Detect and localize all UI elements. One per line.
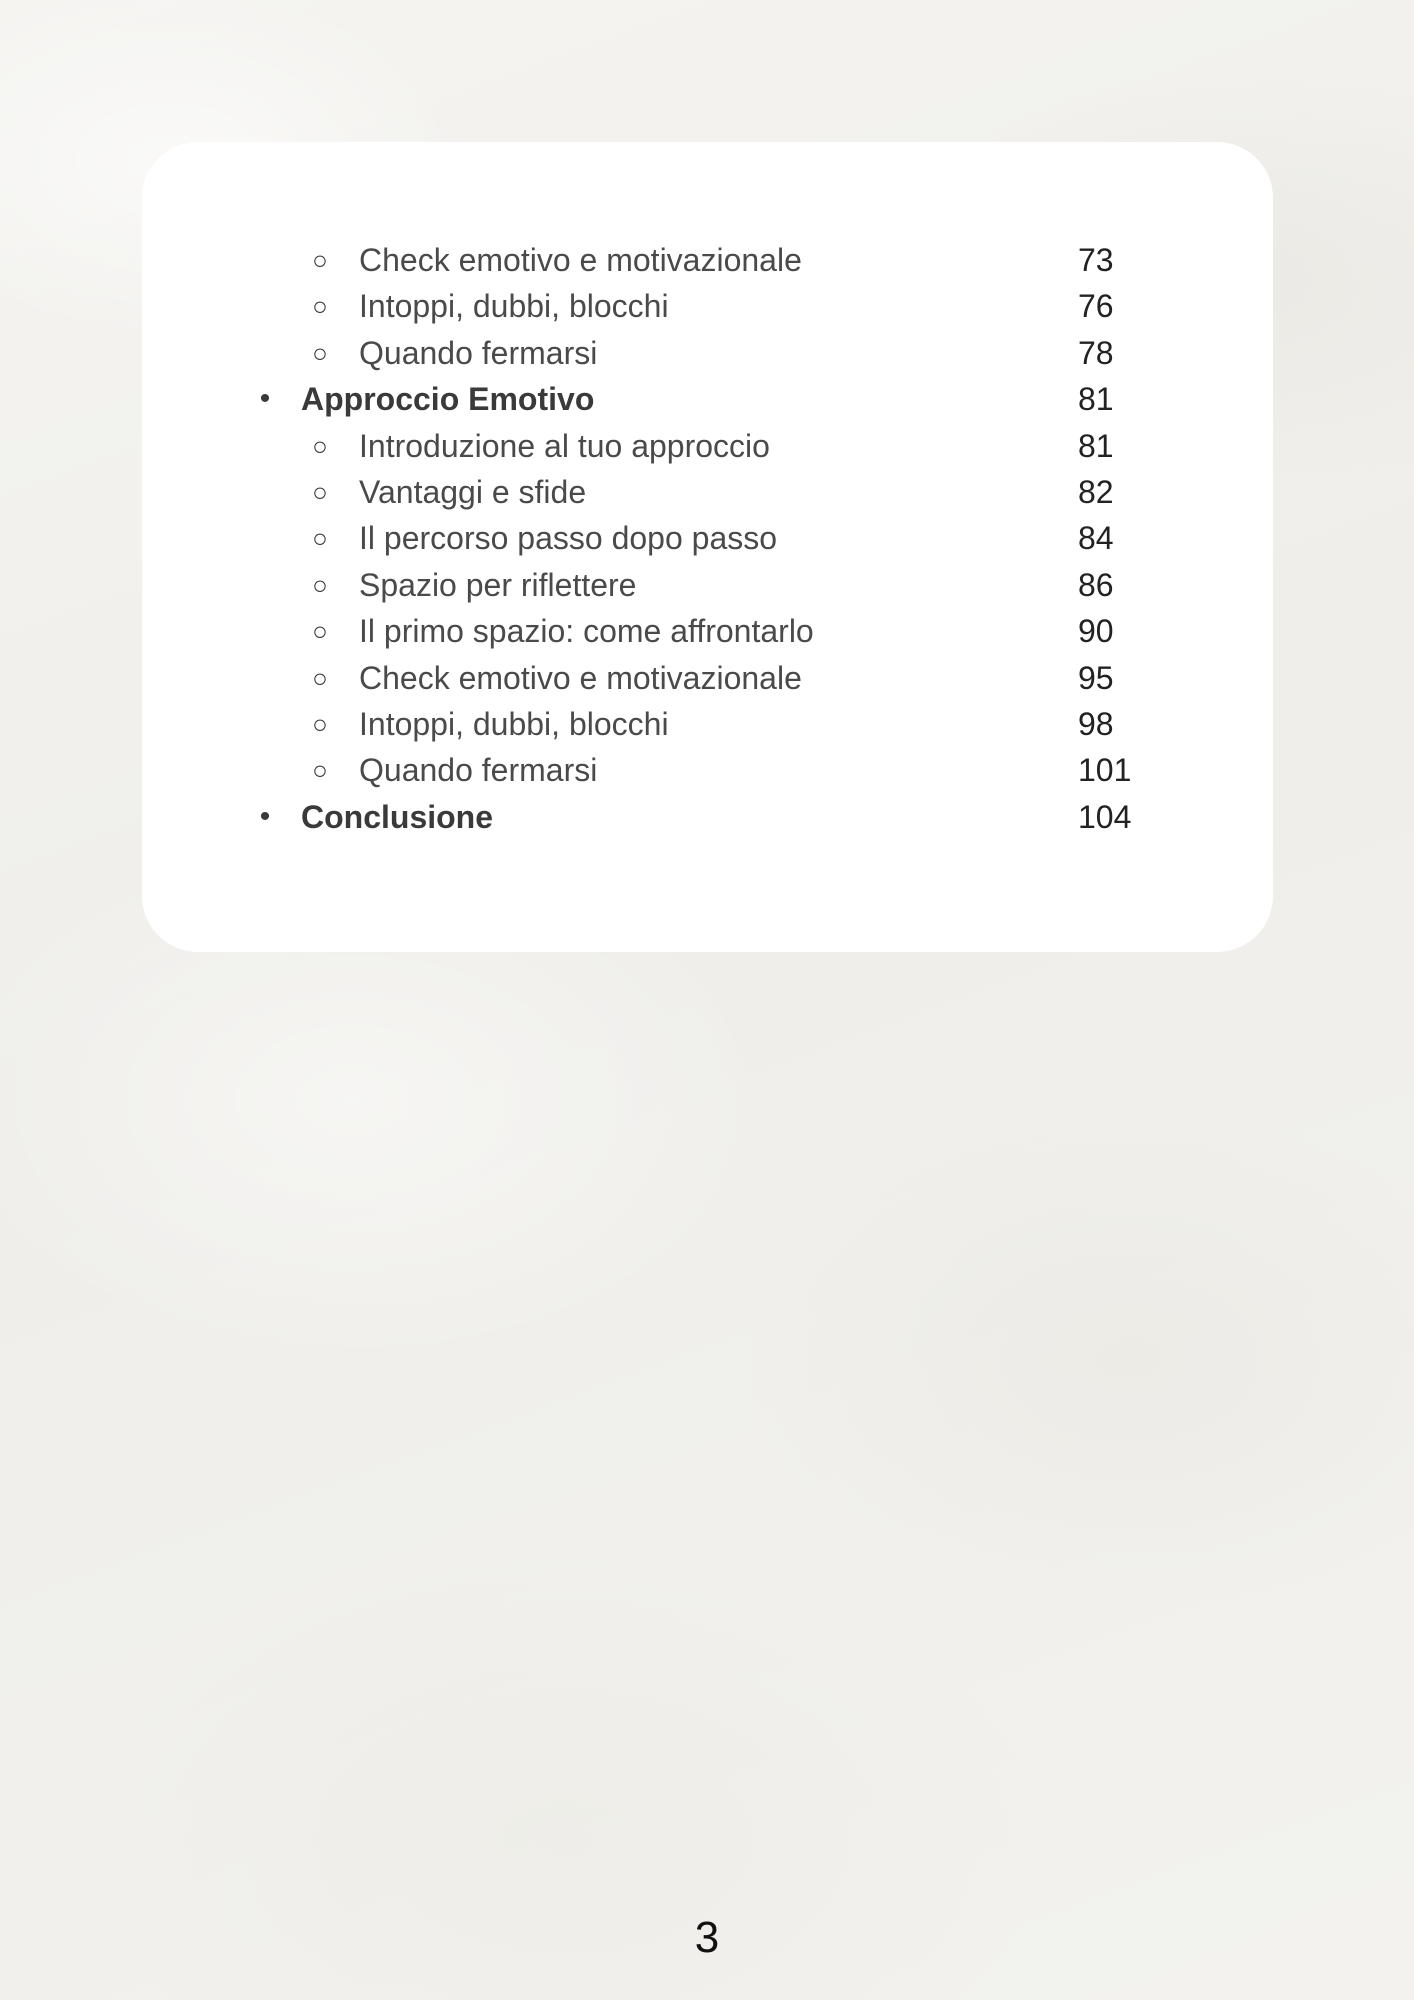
toc-entry-title: Quando fermarsi	[359, 752, 598, 789]
filled-bullet-icon: •	[259, 382, 271, 416]
toc-entry-title: Spazio per riflettere	[359, 566, 637, 603]
hollow-bullet-icon: ○	[312, 245, 328, 275]
toc-entry	[142, 747, 1273, 793]
toc-entry-page: 73	[1078, 242, 1114, 278]
toc-entry-title: Check emotivo e motivazionale	[359, 242, 802, 278]
toc-section-title: Conclusione	[301, 798, 494, 835]
filled-bullet-icon: •	[259, 799, 271, 833]
toc-entry-title: Il primo spazio: come affrontarlo	[359, 613, 814, 650]
toc-entry-page: 101	[1078, 752, 1132, 789]
toc-entry	[142, 562, 1273, 608]
toc-entry	[142, 283, 1273, 329]
hollow-bullet-icon: ○	[312, 523, 328, 554]
hollow-bullet-icon: ○	[312, 569, 328, 600]
toc-section-title: Approccio Emotivo	[301, 381, 595, 418]
toc-entry-page: 84	[1078, 520, 1114, 557]
toc-entry-page: 82	[1078, 473, 1114, 510]
hollow-bullet-icon: ○	[312, 755, 328, 786]
toc-entry-page: 76	[1078, 288, 1114, 325]
toc-entry-title: Check emotivo e motivazionale	[359, 659, 802, 696]
toc-entry	[142, 237, 1273, 283]
toc-entry	[142, 655, 1273, 701]
page-number: 3	[694, 1913, 720, 1962]
toc-entry-title: Intoppi, dubbi, blocchi	[359, 288, 669, 325]
toc-entry-page: 95	[1078, 659, 1114, 696]
hollow-bullet-icon: ○	[312, 430, 328, 461]
toc-section-page: 104	[1078, 798, 1132, 835]
toc-section	[142, 794, 1273, 840]
toc-entry-title: Quando fermarsi	[359, 334, 598, 371]
toc-card	[142, 142, 1273, 952]
toc-entry-page: 98	[1078, 705, 1114, 742]
hollow-bullet-icon: ○	[312, 337, 328, 368]
toc-entry-page: 81	[1078, 427, 1114, 464]
toc-entry-page: 78	[1078, 334, 1114, 371]
hollow-bullet-icon: ○	[312, 662, 328, 693]
hollow-bullet-icon: ○	[312, 291, 328, 322]
toc-entry-title: Il percorso passo dopo passo	[359, 520, 778, 557]
toc-entry-title: Vantaggi e sfide	[359, 473, 587, 510]
hollow-bullet-icon: ○	[312, 708, 328, 739]
toc-entry-title: Intoppi, dubbi, blocchi	[359, 705, 669, 742]
toc-entry	[142, 469, 1273, 515]
toc-entry-page: 86	[1078, 566, 1114, 603]
toc-entry	[142, 608, 1273, 654]
hollow-bullet-icon: ○	[312, 616, 328, 647]
toc-entry	[142, 423, 1273, 469]
toc-entry	[142, 330, 1273, 376]
toc-entry-page: 90	[1078, 613, 1114, 650]
toc-entry-title: Introduzione al tuo approccio	[359, 427, 770, 464]
toc-section-page: 81	[1078, 381, 1114, 418]
toc-entry	[142, 701, 1273, 747]
toc-list	[142, 237, 1273, 840]
toc-section	[142, 376, 1273, 422]
hollow-bullet-icon: ○	[312, 476, 328, 507]
toc-entry	[142, 515, 1273, 561]
